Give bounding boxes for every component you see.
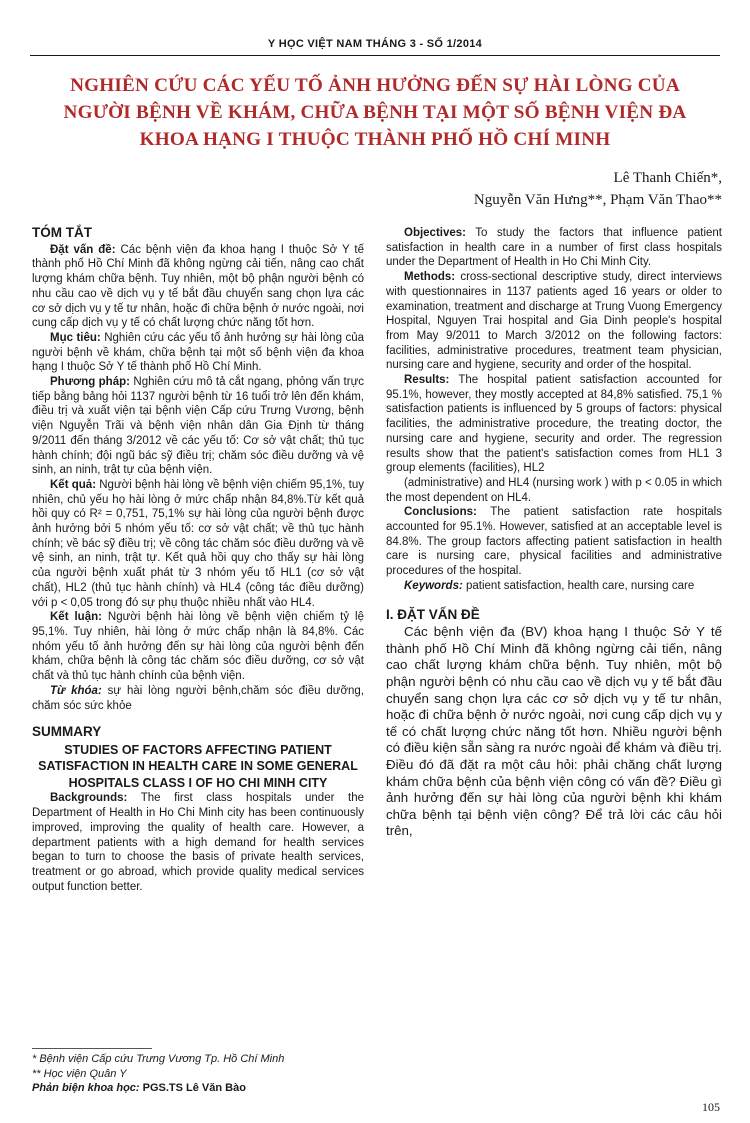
abstract-vi-heading: TÓM TẮT (32, 225, 92, 240)
footnote-2: ** Học viện Quân Y (32, 1067, 127, 1080)
abstract-method (32, 375, 364, 478)
abstract-result (32, 478, 364, 610)
summary-conclusions-text: The patient satisfaction rate hospitals accounted for 95.1%. However, satisfied at an acceptable level is 84.8%. The group factors affecting patient satisfaction in health care is nursing care, physical facilities and administrative procedures of the hospital. (386, 506, 722, 578)
summary-heading: SUMMARY (32, 724, 102, 740)
summary-results-label: Results: (404, 374, 450, 387)
summary-results-text: The hospital patient satisfaction accounted for 95.1%, however, they mostly accepted at 84,8% satisfied. 75,1 % satisfaction patients is influenced by 5 groups of factors: physical facilities, the administrative procedure, the treating doctor, the nursing care and hygiene, security and order. The regression results show that the patient's satisfaction comes from HL1 3 group elements (facilities), HL2 (386, 374, 722, 475)
journal-header: Y HỌC VIỆT NAM THÁNG 3 - SỐ 1/2014 (267, 38, 483, 50)
summary-keywords-text: patient satisfaction, health care, nursing care (466, 579, 695, 592)
footnotes (32, 1052, 364, 1096)
summary-conclusions-label: Conclusions: (404, 506, 477, 519)
footnote-rule (32, 1048, 152, 1049)
abstract-conclusion (32, 610, 364, 684)
abstract-method-text: Nghiên cứu mô tả cắt ngang, phỏng vấn trực tiếp bằng bảng hỏi 1137 người bệnh từ 16 tuổi trở lên đến khám, điều trị và xuất viện tại bệnh viện Cấp cứu Trưng Vương, bệnh viện Nguyễn Trãi và bệnh viện nhân dân Gia Định từ tháng 9/2011 đến tháng 3/2012 về các yếu tố: Cơ sở vật chất; thủ tục hành chính; đội ngũ bác sỹ điều trị; chăm sóc điều dưỡng và vệ sinh, an ninh, trật tự của bệnh viện. (32, 376, 365, 477)
summary-keywords-label: Keywords: (404, 579, 463, 592)
abstract-conclusion-label: Kết luận: (50, 611, 102, 624)
summary-backgrounds (32, 791, 364, 894)
section-1-heading: I. ĐẶT VẤN ĐỀ (386, 606, 480, 622)
summary-objectives (386, 226, 722, 270)
abstract-objective-label: Mục tiêu: (50, 331, 101, 344)
author-line-2: Nguyễn Văn Hưng**, Phạm Văn Thao** (473, 192, 722, 208)
summary-methods (386, 270, 722, 373)
summary-methods-label: Methods: (404, 271, 456, 284)
abstract-background-text: Các bệnh viện đa khoa hạng I thuộc Sở Y tế thành phố Hồ Chí Minh đã không ngừng cải tiến, nâng cao chất lượng khám chữa bệnh. Tuy nhiên, một bộ phận người bệnh có nhu cầu cao về dịch vụ y tế bắt đầu chuyển sang chọn lựa các cơ sở dịch vụ y tế tư nhân, hoặc đi chữa bệnh ở nước ngoài, nơi cung cấp dịch vụ y tế có chất lượng chức năng tốt hơn. (32, 243, 364, 330)
right-column (386, 226, 722, 840)
reviewer-name: PGS.TS Lê Văn Bào (142, 1082, 246, 1094)
abstract-keywords (32, 684, 364, 713)
summary-results (386, 373, 722, 476)
summary-backgrounds-label: Backgrounds: (50, 792, 128, 805)
summary-objectives-label: Objectives: (404, 227, 466, 239)
summary-keywords (386, 579, 722, 594)
summary-objectives-text: To study the factors that influence patient satisfaction in health care in a number of first class hospitals under the Department of Health in Ho Chi Minh City. (386, 227, 722, 269)
abstract-objective (32, 331, 364, 375)
header-rule (30, 55, 720, 56)
footnote-1: * Bệnh viện Cấp cứu Trưng Vương Tp. Hồ Chí Minh (32, 1053, 285, 1065)
article-title: NGHIÊN CỨU CÁC YẾU TỐ ẢNH HƯỞNG ĐẾN SỰ HÀI LÒNG CỦA NGƯỜI BỆNH VỀ KHÁM, CHỮA BỆNH TẠI MỘT SỐ BỆNH VIỆN ĐA KHOA HẠNG I THUỘC THÀNH PHỐ HỒ CHÍ MINH (63, 75, 687, 150)
abstract-method-label: Phương pháp: (50, 376, 130, 389)
page-number: 105 (702, 1100, 720, 1114)
section-1-paragraph: Các bệnh viện đa (BV) khoa hạng I thuộc Sở Y tế thành phố Hồ Chí Minh đã không ngừng cải tiến, nâng cao chất lượng khám chữa bệnh. Tuy nhiên, một bộ phận người bệnh có nhu cầu cao về dịch vụ y tế bắt đầu chuyển sang chọn lựa các cơ sở dịch vụ y tế tư nhân, hoặc đi chữa bệnh ở nước ngoài, nơi cung cấp dịch vụ y tế có chất lượng chức năng tốt hơn. Nhiều người bệnh có điều kiện sẵn sàng ra nước ngoài để khám và điều trị. Điều đó đã đặt ra một câu hỏi: phải chăng chất lượng khám chữa bệnh của bệnh viện công có vấn đề? Điều gì ảnh hưởng đến sự hài lòng của người bệnh khi khám chữa bệnh tại bệnh viện công? Để trả lời các câu hỏi trên, (386, 624, 722, 839)
abstract-conclusion-text: Người bệnh hài lòng về bệnh viện chiếm tỷ lệ 95,1%. Tuy nhiên, hài lòng ở mức chấp nhận là 84,8%. Các nhóm yếu tố ảnh hưởng đến sự hài lòng của người bệnh đến khám, chữa bệnh là công tác chăm sóc điều dưỡng, cơ sở vật chất và thủ tục hành chính của bệnh viện. (32, 611, 364, 683)
summary-methods-text: cross-sectional descriptive study, direct interviews with questionnaires in 1137 patients aged 16 years or older to examination, treatment and discharge at Trung Vuong Emergency Hospital, Nguyen Trai hospital and Gia Dinh people's hospital from May 9/2011 to March 3/2012 on the following factors: facilities, administrative procedures, treatment team physician, nursing care and hygiene, security and order of the hospital. (386, 271, 722, 372)
left-column (32, 226, 364, 894)
abstract-background-label: Đặt vấn đề: (50, 243, 116, 256)
abstract-result-text: Người bệnh hài lòng về bệnh viện chiếm 95,1%, tuy nhiên, chủ yếu họ hài lòng ở mức chấp nhận 84,8%.Từ kết quả hồi quy có R² = 0,751, 75,1% sự hài lòng của người bệnh được ảnh hưởng bởi 5 nhóm yếu tố: cơ sở vật chất; về thủ tục hành chính; về bác sỹ điều trị; về công tác chăm sóc điều dưỡng và về vệ sinh, an ninh, trật tự. Kết quả hồi quy cho thấy sự hài lòng của người bệnh xuất phát từ 3 nhóm yếu tố HL1 (cơ sở vật chất), HL2 (thủ tục hành chính) và HL4 (công tác điều dưỡng) với p < 0,05 trong đó sự phụ thuộc nhiều nhất vào HL4. (32, 478, 364, 609)
abstract-objective-text: Nghiên cứu các yếu tố ảnh hưởng sự hài lòng của người bệnh về khám, chữa bệnh tại một số bệnh viện đa khoa hạng I thuộc Sở Y tế thành phố Hồ Chí Minh. (32, 331, 364, 374)
author-block (474, 167, 722, 211)
abstract-keywords-label: Từ khóa: (50, 684, 102, 697)
abstract-background (32, 243, 364, 331)
reviewer-label: Phản biện khoa học: (32, 1082, 140, 1094)
summary-backgrounds-text: The first class hospitals under the Department of Health in Ho Chi Minh city has been continuously improved, improving the quality of health care. However, a department patients with a high demand for health services began to turn to choose the basis of private health services, treatment or go abroad, which provide quality medical services output function better. (32, 792, 364, 893)
summary-conclusions (386, 505, 722, 579)
summary-title: STUDIES OF FACTORS AFFECTING PATIENT SATISFACTION IN HEALTH CARE IN SOME GENERAL HOSPITALS CLASS I OF HO CHI MINH CITY (38, 742, 358, 790)
author-line-1: Lê Thanh Chiến*, (613, 170, 722, 186)
abstract-result-label: Kết quả: (50, 478, 97, 491)
abstract-keywords-text: sự hài lòng người bệnh,chăm sóc điều dưỡng, chăm sóc sức khỏe (32, 684, 364, 712)
summary-results-cont: (administrative) and HL4 (nursing work ) with p < 0.05 in which the most dependent on HL4. (386, 476, 722, 504)
reviewer-line (32, 1081, 364, 1096)
